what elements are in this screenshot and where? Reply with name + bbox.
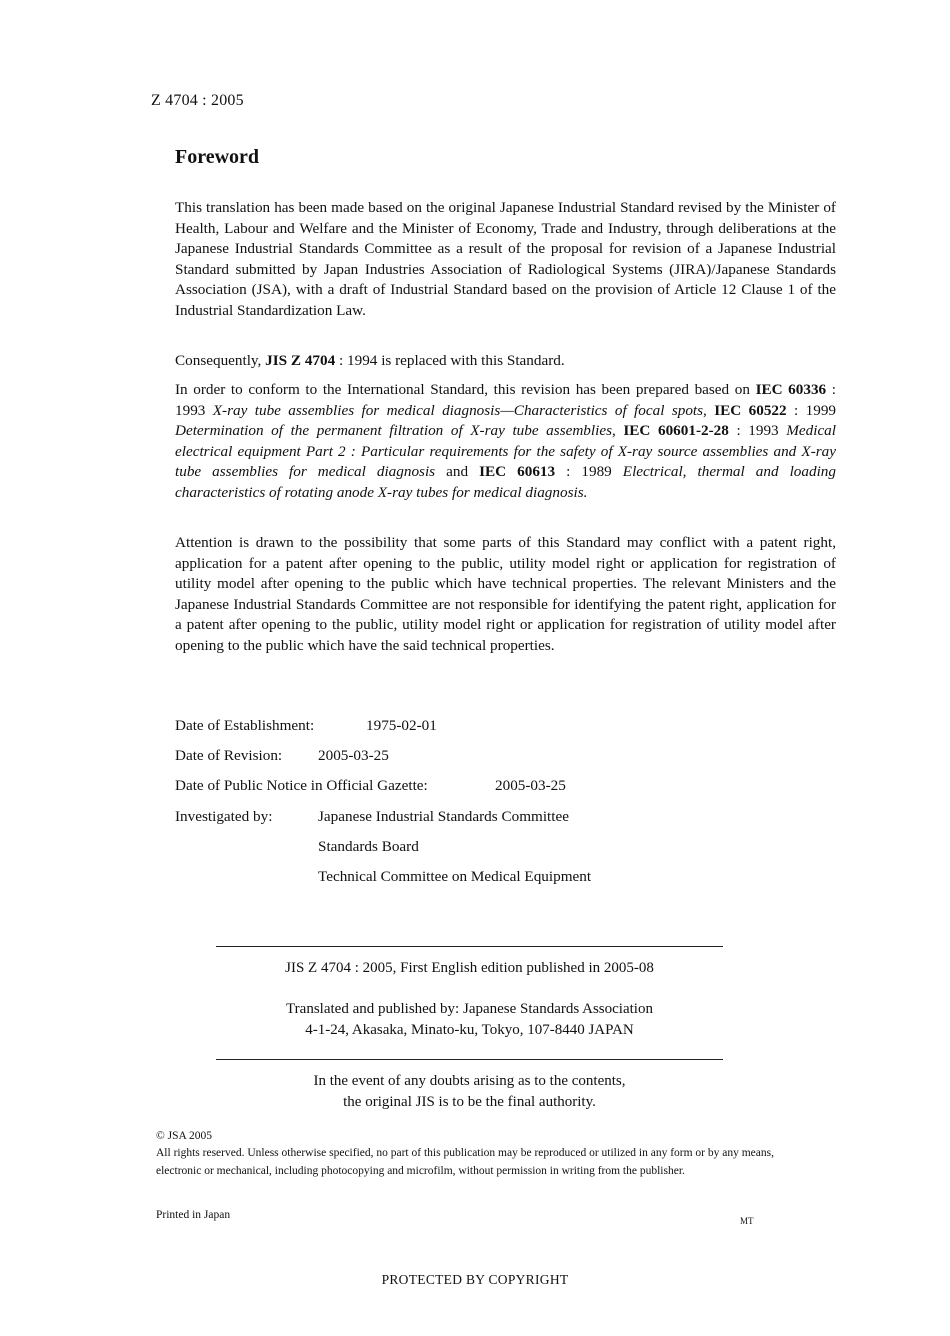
copyright-notice: © JSA 2005 [156, 1130, 213, 1142]
establishment-value: 1975-02-01 [366, 717, 437, 734]
foreword-paragraph-3: In order to conform to the International Standard, this revision has been prepared based on IEC 60336 : 1993 X-ray tube assemblies for medical diagnosis—Characteristics of focal spots, IEC 60522 : 1999 Determination of the permanent filtration of X-ray tube assemblies, IEC 60601-2-28 : 1993 Medical electrical equipment Part 2 : Particular requirements for the safety of X-ray source assemblies and X-ray tube assemblies for medical diagnosis and IEC 60613 : 1989 Electrical, thermal and loading characteristics of rotating anode X-ray tubes for medical diagnosis. [175, 381, 837, 501]
copyright-footer: PROTECTED BY COPYRIGHT [381, 1272, 569, 1287]
revision-label: Date of Revision: [175, 747, 283, 764]
top-rule [216, 946, 723, 947]
publisher-address: 4-1-24, Akasaka, Minato-ku, Tokyo, 107-8440 JAPAN [305, 1022, 634, 1038]
establishment-label: Date of Establishment: [175, 717, 315, 734]
foreword-title: Foreword [175, 146, 260, 168]
foreword-paragraph-4: Attention is drawn to the possibility that some parts of this Standard may conflict with a patent right, application for a patent after opening to the public, utility model right or application for registration of utility model after opening to the public which have technical properties. The relevant Ministers and the Japanese Industrial Standards Committee are not responsible for identifying the patent right, application for a patent after opening to the public, utility model right or application for registration of utility model after opening to the public which have the said technical properties. [175, 534, 836, 654]
public-notice-label: Date of Public Notice in Official Gazette: [175, 777, 428, 794]
publisher-line: Translated and published by: Japanese Standards Association [286, 1001, 653, 1017]
bottom-rule [216, 1059, 723, 1060]
public-notice-value: 2005-03-25 [495, 777, 566, 794]
foreword-paragraph-1: This translation has been made based on the original Japanese Industrial Standard revised by the Minister of Health, Labour and Welfare and the Minister of Economy, Trade and Industry, through deliberations at the Japanese Industrial Standards Committee as a result of the proposal for revision of a Japanese Industrial Standard submitted by Japan Industries Association of Radiological Systems (JIRA)/Japanese Standards Association (JSA), with a draft of Industrial Standard based on the provision of Article 12 Clause 1 of the Industrial Standardization Law. [175, 199, 836, 319]
document-code: Z 4704 : 2005 [151, 92, 244, 109]
printer-mark: MT [740, 1216, 754, 1226]
revision-value: 2005-03-25 [318, 747, 389, 764]
investigated-line: Technical Committee on Medical Equipment [318, 868, 592, 885]
authority-line: the original JIS is to be the final authority. [343, 1094, 596, 1110]
rights-notice: All rights reserved. Unless otherwise specified, no part of this publication may be reproduced or utilized in any form or by any means, electronic or mechanical, including photocopying and microfilm, without permission in writing from the publisher. [156, 1147, 774, 1177]
investigated-line: Standards Board [318, 838, 419, 855]
foreword-paragraph-2: Consequently, JIS Z 4704 : 1994 is replaced with this Standard. [175, 352, 565, 369]
edition-line: JIS Z 4704 : 2005, First English edition published in 2005-08 [285, 960, 654, 976]
authority-line: In the event of any doubts arising as to the contents, [313, 1073, 626, 1089]
investigated-line: Japanese Industrial Standards Committee [318, 808, 569, 825]
investigated-label: Investigated by: [175, 808, 273, 825]
printed-in: Printed in Japan [156, 1209, 231, 1221]
